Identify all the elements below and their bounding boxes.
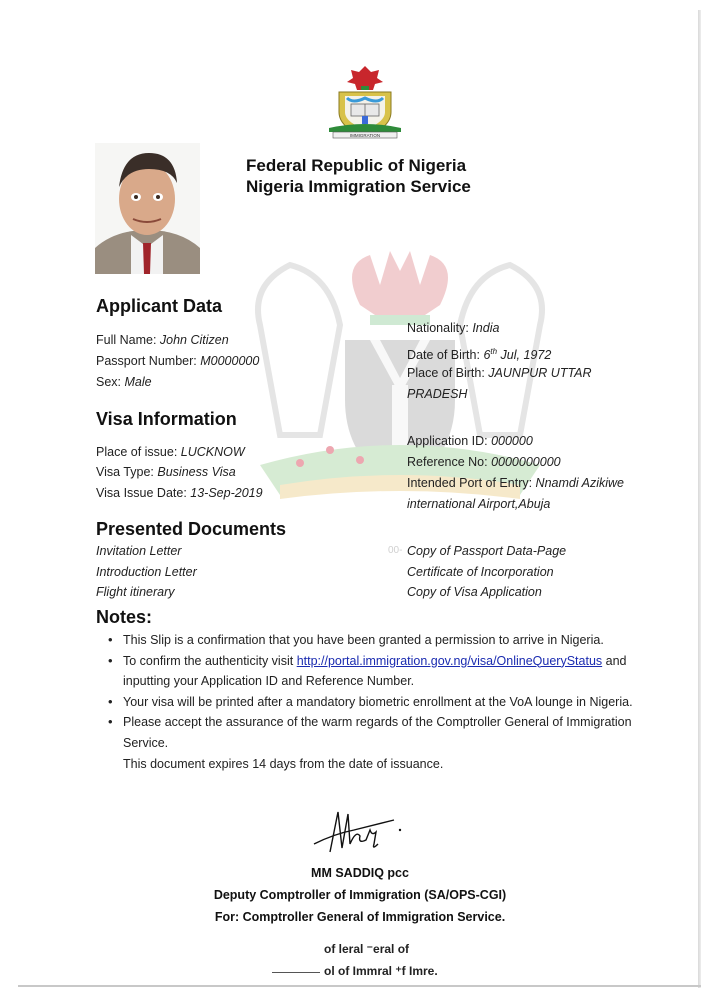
signatory-block [180,862,540,928]
port-of-entry-value-cont: international Airport,Abuja [407,497,551,511]
immigration-crest-icon [325,64,405,140]
signatory-name: MM SADDIQ pcc [311,866,409,880]
note-item: • Your visa will be printed after a mandatory biometric enrollment at the VoA lounge in Nigeria. [108,692,668,713]
place-of-issue-value: LUCKNOW [180,445,245,459]
dob-value: 6th Jul, 1972 [483,347,552,363]
applicant-data-heading: Applicant Data [96,296,223,316]
document-item: Introduction Letter [96,565,197,579]
visa-type-value: Business Visa [157,465,236,479]
pob-row: Place of Birth: JAUNPUR UTTAR [407,366,592,380]
header-line-1: Federal Republic of Nigeria [246,156,467,175]
page-edge-bottom [18,985,701,987]
passport-value: M0000000 [200,354,260,368]
port-of-entry-value: Nnamdi Azikiwe [535,476,624,490]
signature-image [310,808,406,856]
pob-row-cont [407,386,467,402]
presented-documents-heading: Presented Documents [96,519,287,539]
visa-issue-date-row: Visa Issue Date: 13-Sep-2019 [96,486,263,500]
visa-type-row: Visa Type: Business Visa [96,465,236,479]
notes-list [108,630,668,774]
passport-row: Passport Number: M0000000 [96,354,260,368]
page-edge-right [698,10,701,988]
document-item: Copy of Visa Application [407,585,542,599]
reference-no-row: Reference No: 0000000000 [407,455,561,469]
place-of-issue-row: Place of issue: LUCKNOW [96,445,245,459]
full-name-value: John Citizen [159,333,229,347]
pob-value: JAUNPUR UTTAR [488,366,592,380]
verification-link[interactable]: http://portal.immigration.gov.ng/visa/OnlineQueryStatus [296,653,603,668]
nationality-row: Nationality: India [407,321,500,335]
document-item: Flight itinerary [96,585,175,599]
document-item: Invitation Letter [96,544,182,558]
header-title [246,155,506,197]
reference-no-value: 0000000000 [491,455,561,469]
application-id-row: Application ID: 000000 [407,434,533,448]
notes-heading: Notes: [96,607,153,627]
note-item: • To confirm the authenticity visit http://portal.immigration.gov.ng/visa/OnlineQueryStatus and inputting your Application ID and Reference Number. [108,651,668,692]
document-item: Copy of Passport Data-Page [407,544,567,558]
full-name-row: Full Name: John Citizen [96,333,229,347]
visa-issue-date-value: 13-Sep-2019 [190,486,263,500]
visa-information-heading: Visa Information [96,409,237,429]
artifact-line [272,972,320,973]
note-item: • Please accept the assurance of the warm regards of the Comptroller General of Immigration Service. [108,712,668,753]
sex-value: Male [124,375,152,389]
nationality-value: India [472,321,500,335]
sex-row: Sex: Male [96,375,152,389]
faint-artifact-text: 00- [388,545,403,556]
port-of-entry-row: Intended Port of Entry: Nnamdi Azikiwe [407,476,624,490]
applicant-photo [95,143,200,274]
signatory-for: For: Comptroller General of Immigration Service. [214,910,506,924]
expiry-note: This document expires 14 days from the date of issuance. [123,756,444,771]
artifact-text-2: ol of Immral ⁺f Imre. [324,964,438,978]
signatory-title: Deputy Comptroller of Immigration (SA/OPS-CGI) [213,888,507,902]
note-item: • This Slip is a confirmation that you have been granted a permission to arrive in Nigeria. [108,630,668,651]
document-item: Certificate of Incorporation [407,565,554,579]
pob-value-cont: PRADESH [407,387,468,401]
dob-row: Date of Birth: 6th Jul, 1972 [407,347,552,363]
application-id-value: 000000 [491,434,533,448]
header-line-2: Nigeria Immigration Service [246,177,471,196]
svg-text:IMMIGRATION: IMMIGRATION [349,133,381,138]
artifact-text-1: of leral ⁻eral of [324,942,410,956]
port-of-entry-row-cont [407,496,550,512]
